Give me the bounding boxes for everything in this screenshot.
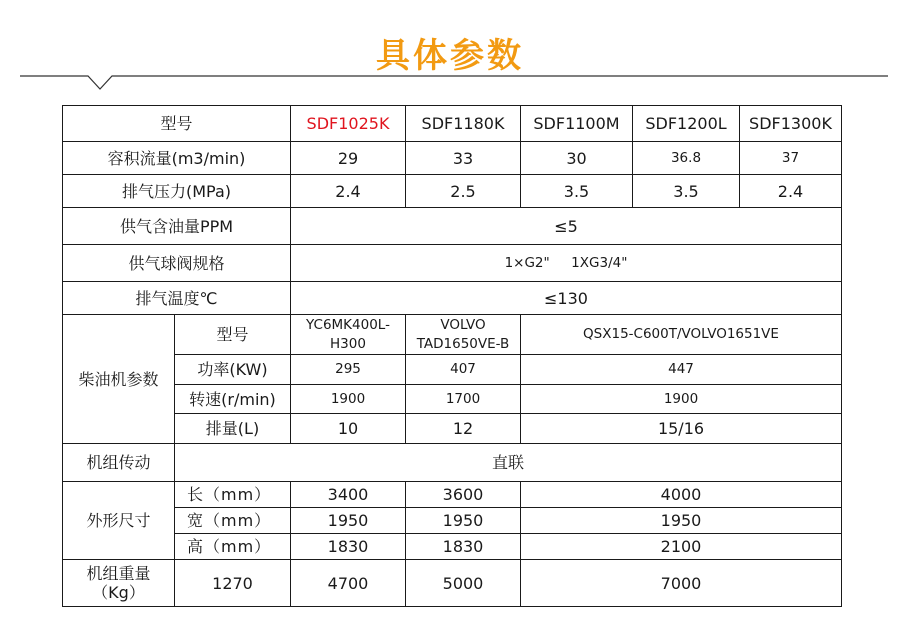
value-cell: 1900 [521,385,842,414]
value-cell: 447 [521,355,842,385]
group-label: 外形尺寸 [63,482,175,560]
page-title: 具体参数 [376,36,524,76]
model-cell: SDF1200L [633,106,740,142]
row-label: 转速(r/min) [175,385,291,414]
value-cell: 1830 [406,534,521,560]
row-label: 高（mm） [175,534,291,560]
value-cell: QSX15-C600T/VOLVO1651VE [521,315,842,355]
row-label: 机组重量（Kg） [63,560,175,607]
title-divider [0,0,900,100]
row-label: 供气球阀规格 [63,245,291,282]
row-label: 排量(L) [175,414,291,444]
table-row-diesel-power [63,355,842,385]
value-cell: ≤5 [291,208,842,245]
value-cell: 5000 [406,560,521,607]
table-row-pressure [63,175,842,208]
table-row-diesel-speed [63,385,842,414]
table-row-transmission [63,444,842,482]
table-row-length [63,482,842,508]
value-cell: 3600 [406,482,521,508]
table-row-height [63,534,842,560]
value-cell: ≤130 [291,282,842,315]
value-cell: 7000 [521,560,842,607]
model-cell: SDF1180K [406,106,521,142]
value-cell: 1270 [175,560,291,607]
row-label: 宽（mm） [175,508,291,534]
value-cell: 30 [521,142,633,175]
value-cell: 12 [406,414,521,444]
table-row-diesel-displacement [63,414,842,444]
table-row-weight [63,560,842,607]
value-cell: 1×G2" 1XG3/4" [291,245,842,282]
value-cell: 4000 [521,482,842,508]
value-cell: 10 [291,414,406,444]
table-row-temp [63,282,842,315]
row-label: 排气压力(MPa) [63,175,291,208]
value-cell: 295 [291,355,406,385]
row-label: 供气含油量PPM [63,208,291,245]
value-cell: 3.5 [633,175,740,208]
table-row-flow [63,142,842,175]
value-cell: 4700 [291,560,406,607]
table-row-valve [63,245,842,282]
value-cell: 1950 [291,508,406,534]
value-cell: 1700 [406,385,521,414]
row-label: 功率(KW) [175,355,291,385]
value-cell: 直联 [175,444,842,482]
value-cell: 33 [406,142,521,175]
value-cell: 1950 [406,508,521,534]
value-cell: 15/16 [521,414,842,444]
value-cell: 1830 [291,534,406,560]
value-cell: 3.5 [521,175,633,208]
value-cell: 1950 [521,508,842,534]
row-label: 排气温度℃ [63,282,291,315]
value-cell: VOLVO TAD1650VE-B [406,315,521,355]
value-cell: 36.8 [633,142,740,175]
group-label: 柴油机参数 [63,315,175,444]
table-row-width [63,508,842,534]
model-cell: SDF1300K [740,106,842,142]
value-cell: 1900 [291,385,406,414]
row-label: 机组传动 [63,444,175,482]
value-cell: 407 [406,355,521,385]
value-cell: 2.4 [740,175,842,208]
spec-table [62,105,842,607]
row-label: 长（mm） [175,482,291,508]
table-row-oil [63,208,842,245]
value-cell: YC6MK400L-H300 [291,315,406,355]
table-row-model [63,106,842,142]
row-label: 型号 [175,315,291,355]
row-label: 容积流量(m3/min) [63,142,291,175]
model-cell: SDF1100M [521,106,633,142]
value-cell: 2100 [521,534,842,560]
value-cell: 29 [291,142,406,175]
value-cell: 2.5 [406,175,521,208]
model-cell: SDF1025K [291,106,406,142]
value-cell: 37 [740,142,842,175]
table-row-diesel-model [63,315,842,355]
row-label: 型号 [63,106,291,142]
value-cell: 2.4 [291,175,406,208]
value-cell: 3400 [291,482,406,508]
